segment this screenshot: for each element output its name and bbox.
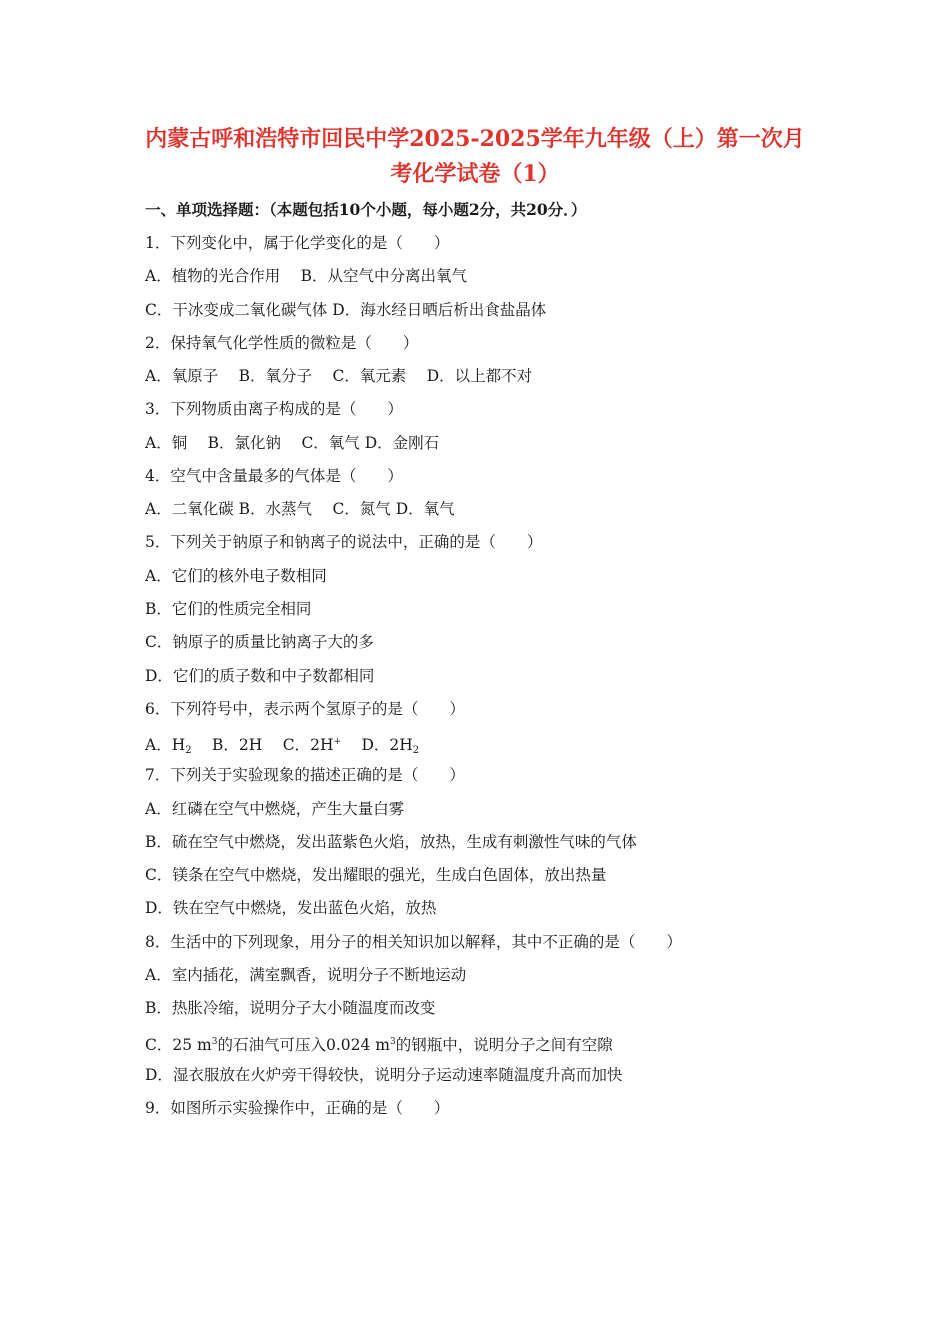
question-1-options-cd: C．干冰变成二氧化碳气体 D．海水经日晒后析出食盐晶体	[145, 301, 547, 319]
question-6-option-c-superscript: +	[333, 737, 342, 747]
question-4-stem: 4．空气中含量最多的气体是（ ）	[145, 467, 403, 485]
question-4-options: A．二氧化碳 B．水蒸气 C．氮气 D．氧气	[145, 500, 455, 518]
question-7-option-a: A．红磷在空气中燃烧，产生大量白雾	[145, 800, 405, 818]
question-8-option-c-part1: C．25 m	[145, 1036, 212, 1054]
question-7-option-c: C．镁条在空气中燃烧，发出耀眼的强光，生成白色固体，放出热量	[145, 866, 607, 884]
question-7-option-b: B．硫在空气中燃烧，发出蓝紫色火焰，放热，生成有刺激性气味的气体	[145, 833, 637, 851]
question-1-stem: 1．下列变化中，属于化学变化的是（ ）	[145, 234, 450, 252]
question-2-options: A．氧原子 B．氧分子 C．氧元素 D．以上都不对	[145, 367, 533, 385]
question-5-stem: 5．下列关于钠原子和钠离子的说法中，正确的是（ ）	[145, 533, 543, 551]
question-8-option-c	[145, 1032, 613, 1055]
question-6-option-d-label: D．2H	[341, 736, 413, 754]
question-7-stem: 7．下列关于实验现象的描述正确的是（ ）	[145, 766, 465, 784]
question-8-stem: 8．生活中的下列现象，用分子的相关知识加以解释，其中不正确的是（ ）	[145, 933, 682, 951]
question-6-option-d-subscript: 2	[412, 745, 420, 756]
question-8-option-d: D．湿衣服放在火炉旁干得较快，说明分子运动速率随温度升高而加快	[145, 1066, 623, 1084]
question-6-option-bc: B．2H C．2H	[191, 736, 334, 754]
section-heading: 一、单项选择题：（本题包括10个小题，每小题2分，共20分．）	[145, 200, 587, 219]
question-8-option-b: B．热胀冷缩，说明分子大小随温度而改变	[145, 999, 436, 1017]
question-3-stem: 3．下列物质由离子构成的是（ ）	[145, 400, 403, 418]
question-6-options	[145, 732, 419, 761]
question-8-option-c-part3: 的钢瓶中，说明分子之间有空隙	[395, 1036, 613, 1054]
question-8-option-c-superscript1: 3	[211, 1037, 218, 1047]
question-5-option-d: D．它们的质子数和中子数都相同	[145, 667, 375, 685]
question-5-option-c: C．钠原子的质量比钠离子大的多	[145, 633, 374, 651]
question-9-stem: 9．如图所示实验操作中，正确的是（ ）	[145, 1099, 450, 1117]
question-5-option-b: B．它们的性质完全相同	[145, 600, 312, 618]
question-6-option-a-subscript: 2	[185, 745, 192, 756]
question-8-option-a: A．室内插花，满室飘香，说明分子不断地运动	[145, 966, 467, 984]
question-3-options: A．铜 B．氯化钠 C．氧气 D．金刚石	[145, 434, 440, 452]
question-7-option-d: D．铁在空气中燃烧，发出蓝色火焰，放热	[145, 899, 437, 917]
question-1-options-ab: A．植物的光合作用 B．从空气中分离出氧气	[145, 267, 468, 285]
question-8-option-c-superscript2: 3	[389, 1037, 396, 1047]
exam-title-line2: 考化学试卷（1）	[390, 161, 560, 187]
question-8-option-c-part2: 的石油气可压入0.024 m	[217, 1036, 390, 1054]
exam-title-line1: 内蒙古呼和浩特市回民中学2025-2025学年九年级（上）第一次月	[145, 126, 805, 152]
question-5-option-a: A．它们的核外电子数相同	[145, 567, 327, 585]
question-6-option-a-label: A．H	[145, 736, 186, 754]
question-6-stem: 6．下列符号中，表示两个氢原子的是（ ）	[145, 700, 465, 718]
question-2-stem: 2．保持氧气化学性质的微粒是（ ）	[145, 334, 419, 352]
